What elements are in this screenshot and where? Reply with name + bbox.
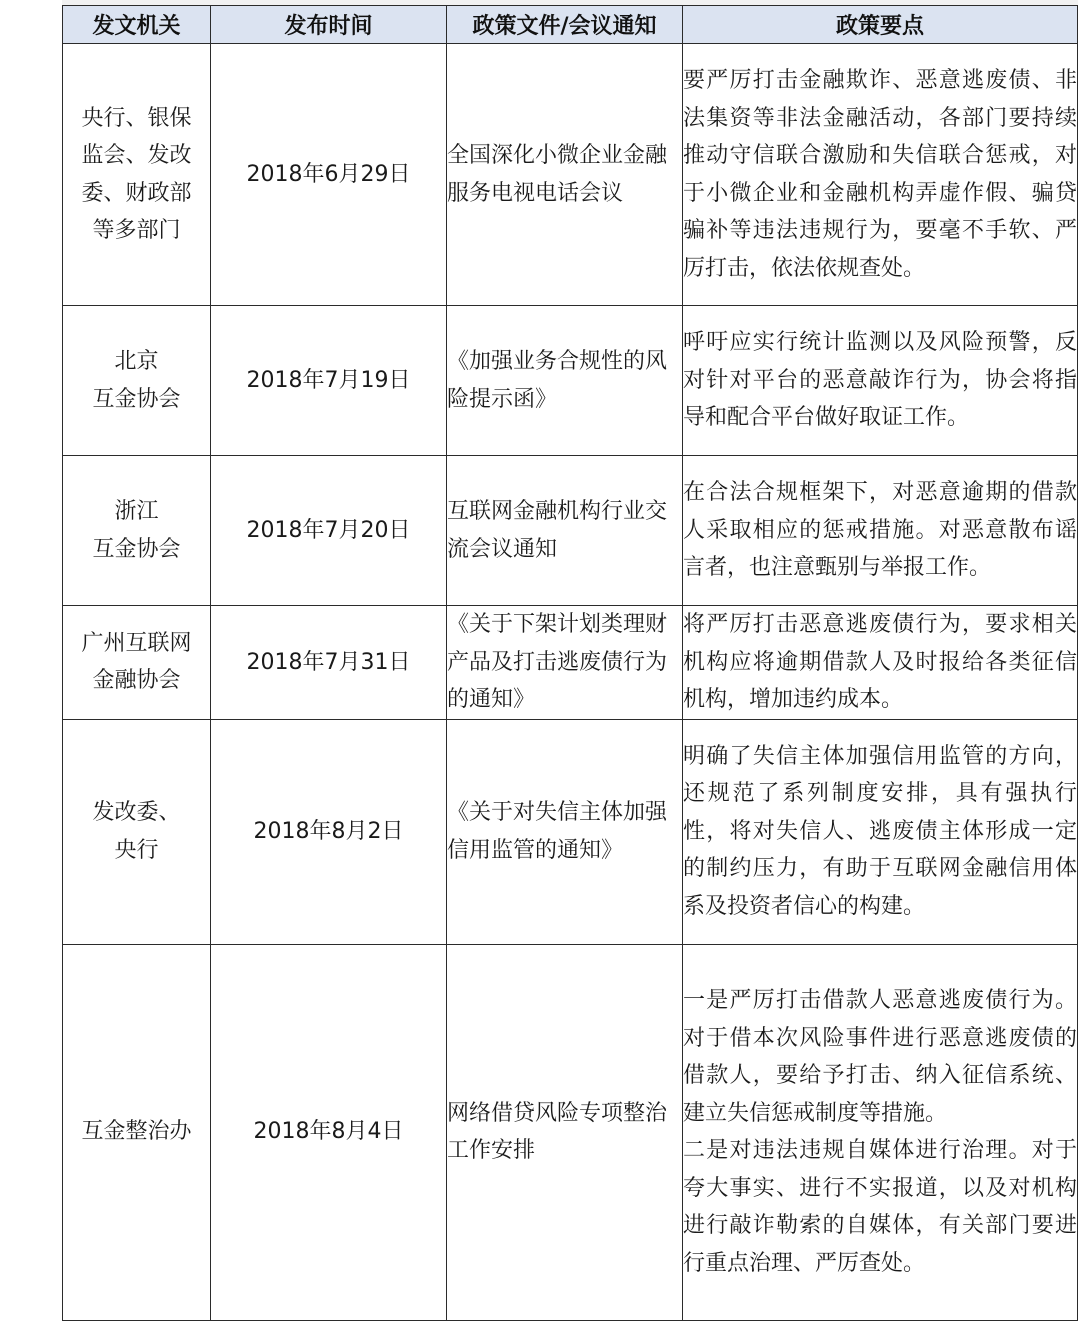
cell-doc: 《关于下架计划类理财产品及打击逃废债行为的通知》 [447, 606, 683, 720]
table-row [63, 306, 1078, 456]
cell-key-points [683, 719, 1078, 944]
cell-doc: 《加强业务合规性的风险提示函》 [447, 306, 683, 456]
table-row [63, 719, 1078, 944]
cell-key-points [683, 606, 1078, 720]
cell-org [63, 306, 211, 456]
header-row [63, 6, 1078, 44]
cell-doc: 网络借贷风险专项整治工作安排 [447, 944, 683, 1320]
org-text: 北京 互金协会 [92, 349, 181, 412]
header-policy-document: 政策文件/会议通知 [447, 6, 683, 44]
header-policy-points: 政策要点 [683, 6, 1078, 44]
key-points-text: 将严厉打击恶意逃废债行为，要求相关机构应将逾期借款人及时报给各类征信机构，增加违约成本。 [683, 612, 1077, 712]
policy-table [62, 5, 1078, 1321]
header-release-date: 发布时间 [211, 6, 447, 44]
cell-key-points [683, 944, 1078, 1320]
table-row [63, 606, 1078, 720]
cell-org [63, 944, 211, 1320]
table-row [63, 944, 1078, 1320]
cell-date: 2018年8月4日 [211, 944, 447, 1320]
table-row [63, 44, 1078, 306]
cell-date: 2018年7月31日 [211, 606, 447, 720]
key-points-text: 一是严厉打击借款人恶意逃废债行为。对于借本次风险事件进行恶意逃废债的借款人，要给予打击、纳入征信系统、建立失信惩戒制度等措施。 二是对违法违规自媒体进行治理。对于夸大事实、进行不实报道，以及对机构进行敲诈勒索的自媒体，有关部门要进行重点治理、严厉查处。 [683, 988, 1077, 1276]
cell-date: 2018年6月29日 [211, 44, 447, 306]
key-points-text: 要严厉打击金融欺诈、恶意逃废债、非法集资等非法金融活动，各部门要持续推动守信联合激励和失信联合惩戒，对于小微企业和金融机构弄虚作假、骗贷骗补等违法违规行为，要毫不手软、严厉打击，依法依规查处。 [683, 68, 1077, 281]
table-row [63, 456, 1078, 606]
cell-key-points [683, 44, 1078, 306]
key-points-text: 呼吁应实行统计监测以及风险预警，反对针对平台的恶意敲诈行为，协会将指导和配合平台做好取证工作。 [683, 330, 1077, 431]
cell-org [63, 44, 211, 306]
cell-date: 2018年7月20日 [211, 456, 447, 606]
cell-key-points [683, 456, 1078, 606]
cell-doc: 互联网金融机构行业交流会议通知 [447, 456, 683, 606]
org-text: 广州互联网 金融协会 [81, 630, 192, 694]
cell-date: 2018年8月2日 [211, 719, 447, 944]
org-text: 浙江 互金协会 [92, 499, 181, 562]
cell-doc: 全国深化小微企业金融服务电视电话会议 [447, 44, 683, 306]
header-issuing-authority: 发文机关 [63, 6, 211, 44]
table-header [63, 6, 1078, 44]
key-points-text: 在合法合规框架下，对恶意逾期的借款人采取相应的惩戒措施。对恶意散布谣言者，也注意甄别与举报工作。 [683, 480, 1077, 581]
cell-doc: 《关于对失信主体加强信用监管的通知》 [447, 719, 683, 944]
cell-org [63, 606, 211, 720]
table-body [63, 44, 1078, 1321]
org-text: 发改委、 央行 [92, 800, 181, 863]
cell-date: 2018年7月19日 [211, 306, 447, 456]
cell-key-points [683, 306, 1078, 456]
cell-org [63, 719, 211, 944]
cell-org [63, 456, 211, 606]
key-points-text: 明确了失信主体加强信用监管的方向，还规范了系列制度安排，具有强执行性，将对失信人、逃废债主体形成一定的制约压力，有助于互联网金融信用体系及投资者信心的构建。 [683, 743, 1077, 919]
org-text: 央行、银保 监会、发改 委、财政部 等多部门 [81, 105, 192, 243]
org-text: 互金整治办 [81, 1119, 192, 1145]
